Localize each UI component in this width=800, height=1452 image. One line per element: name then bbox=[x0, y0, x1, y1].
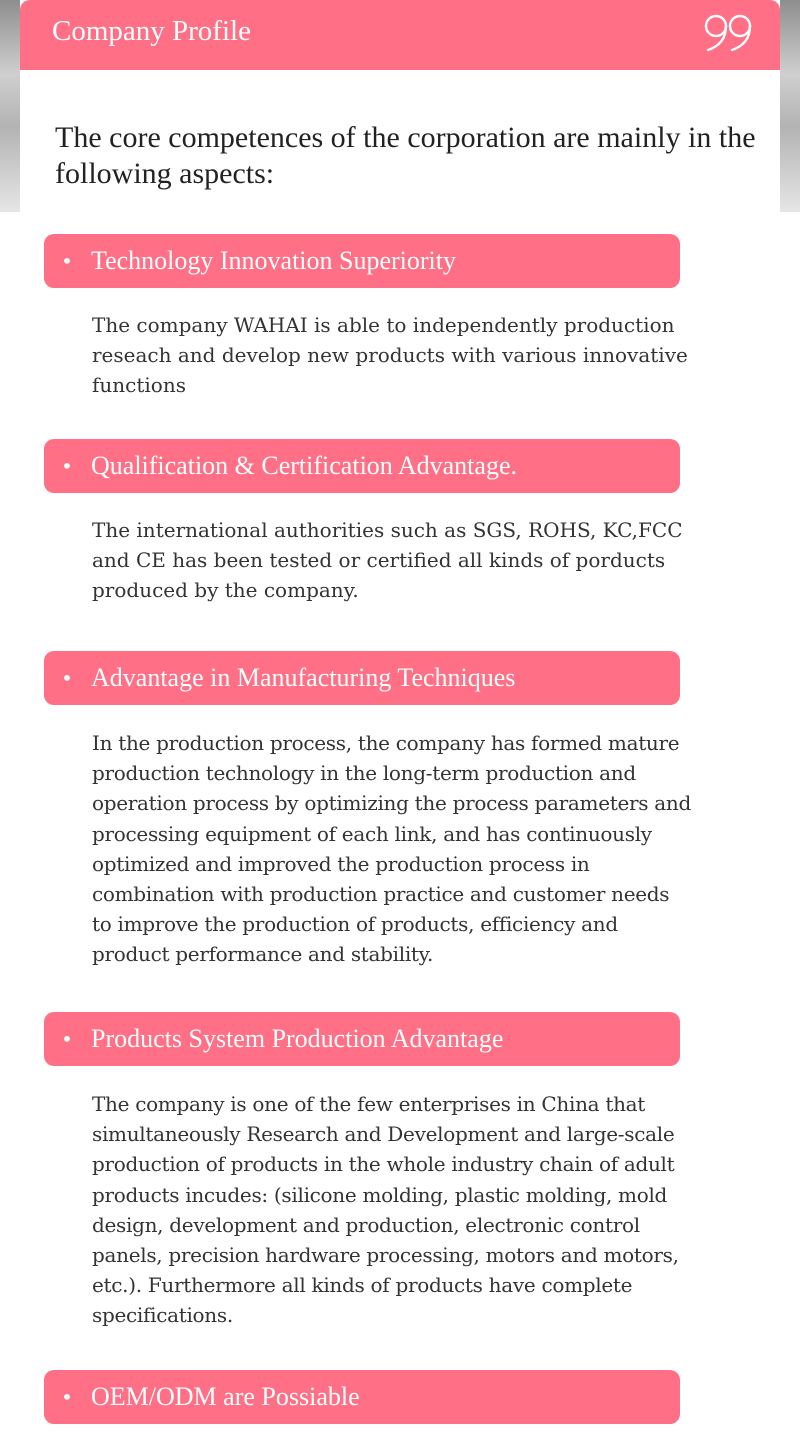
section-text-manufacturing: In the production process, the company has formed mature production technology in the long-term production and operation process by optimizing the process parameters and processing equipment of each link, and has continuously optimized and improved the production process in combination with production practice and customer needs to improve the production of products, efficiency and product performance and stability. bbox=[92, 731, 691, 967]
header-title: Company Profile bbox=[52, 15, 251, 47]
section-title-manufacturing bbox=[44, 651, 680, 705]
bullet-icon: • bbox=[61, 454, 73, 478]
section-title-oem-odm bbox=[44, 1370, 680, 1424]
section-header bbox=[20, 0, 780, 70]
bullet-icon: • bbox=[61, 249, 73, 273]
quote-icon bbox=[702, 12, 756, 52]
section-text-products-system: The company is one of the few enterprises in China that simultaneously Research and Development and large-scale production of products in the whole industry chain of adult products incudes: (silicone molding, plastic molding, mold design, development and production, electronic control panels, precision hardware processing, motors and motors, etc.). Furthermore all kinds of products have complete specifications. bbox=[92, 1092, 679, 1328]
section-title-label: OEM/ODM are Possiable bbox=[91, 1382, 360, 1411]
section-title-label: Advantage in Manufacturing Techniques bbox=[91, 663, 516, 692]
section-text-certification: The international authorities such as SGS, ROHS, KC,FCC and CE has been tested or certified all kinds of porducts produced by the company. bbox=[92, 518, 683, 603]
bullet-icon: • bbox=[61, 1385, 73, 1409]
intro-heading: The core competences of the corporation are mainly in the following aspects: bbox=[55, 121, 756, 190]
section-title-label: Products System Production Advantage bbox=[91, 1024, 504, 1053]
section-title-products-system bbox=[44, 1012, 680, 1066]
bullet-icon: • bbox=[61, 1027, 73, 1051]
section-title-label: Technology Innovation Superiority bbox=[91, 246, 457, 275]
section-text-technology: The company WAHAI is able to independently production reseach and develop new products with various innovative functions bbox=[92, 313, 688, 398]
section-title-label: Qualification & Certification Advantage. bbox=[91, 451, 517, 480]
section-title-certification bbox=[44, 439, 680, 493]
section-title-technology bbox=[44, 234, 680, 288]
bullet-icon: • bbox=[61, 666, 73, 690]
